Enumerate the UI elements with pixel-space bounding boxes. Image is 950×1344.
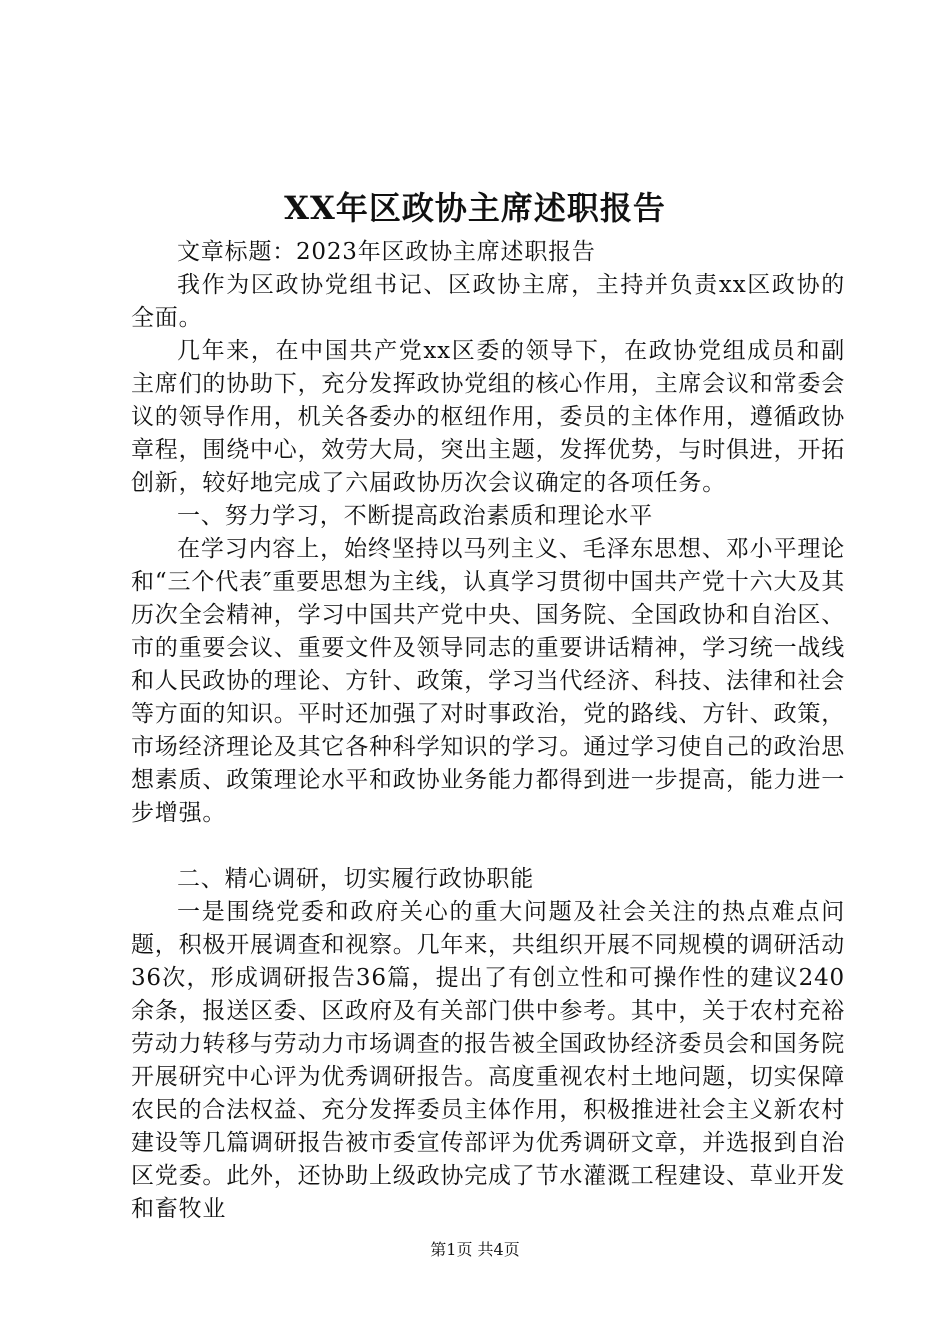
section-heading-research: 二、精心调研，切实履行政协职能 <box>177 866 534 892</box>
section-heading-study: 一、努力学习，不断提高政治素质和理论水平 <box>177 503 653 529</box>
page-number: 第1页 共4页 <box>430 1240 520 1259</box>
document-title: XX年区政协主席述职报告 <box>284 189 666 227</box>
paragraph-intro: 我作为区政协党组书记、区政协主席，主持并负责xx区政协的全面。 <box>131 272 845 331</box>
document-body <box>131 236 845 1226</box>
paragraph-research: 一是围绕党委和政府关心的重大问题及社会关注的热点难点问题，积极开展调查和视察。几年来，共组织开展不同规模的调研活动36次，形成调研报告36篇，提出了有创立性和可操作性的建议240余条，报送区委、区政府及有关部门供中参考。其中，关于农村充裕劳动力转移与劳动力市场调查的报告被全国政协经济委员会和国务院开展研究中心评为优秀调研报告。高度重视农村土地问题，切实保障农民的合法权益、充分发挥委员主体作用，积极推进社会主义新农村建设等几篇调研报告被市委宣传部评为优秀调研文章，并选报到自治区党委。此外，还协助上级政协完成了节水灌溉工程建设、草业开发和畜牧业 <box>131 899 845 1222</box>
paragraph-overview: 几年来，在中国共产党xx区委的领导下，在政协党组成员和副主席们的协助下，充分发挥政协党组的核心作用，主席会议和常委会议的领导作用，机关各委办的枢纽作用，委员的主体作用，遵循政协章程，围绕中心，效劳大局，突出主题，发挥优势，与时俱进，开拓创新，较好地完成了六届政协历次会议确定的各项任务。 <box>131 338 845 496</box>
paragraph-study: 在学习内容上，始终坚持以马列主义、毛泽东思想、邓小平理论和“三个代表″重要思想为主线，认真学习贯彻中国共产党十六大及其历次全会精神，学习中国共产党中央、国务院、全国政协和自治区、市的重要会议、重要文件及领导同志的重要讲话精神，学习统一战线和人民政协的理论、方针、政策，学习当代经济、科技、法律和社会等方面的知识。平时还加强了对时事政治，党的路线、方针、政策，市场经济理论及其它各种科学知识的学习。通过学习使自己的政治思想素质、政策理论水平和政协业务能力都得到进一步提高，能力进一步增强。 <box>131 536 845 826</box>
paragraph-article-title: 文章标题：2023年区政协主席述职报告 <box>177 239 596 265</box>
